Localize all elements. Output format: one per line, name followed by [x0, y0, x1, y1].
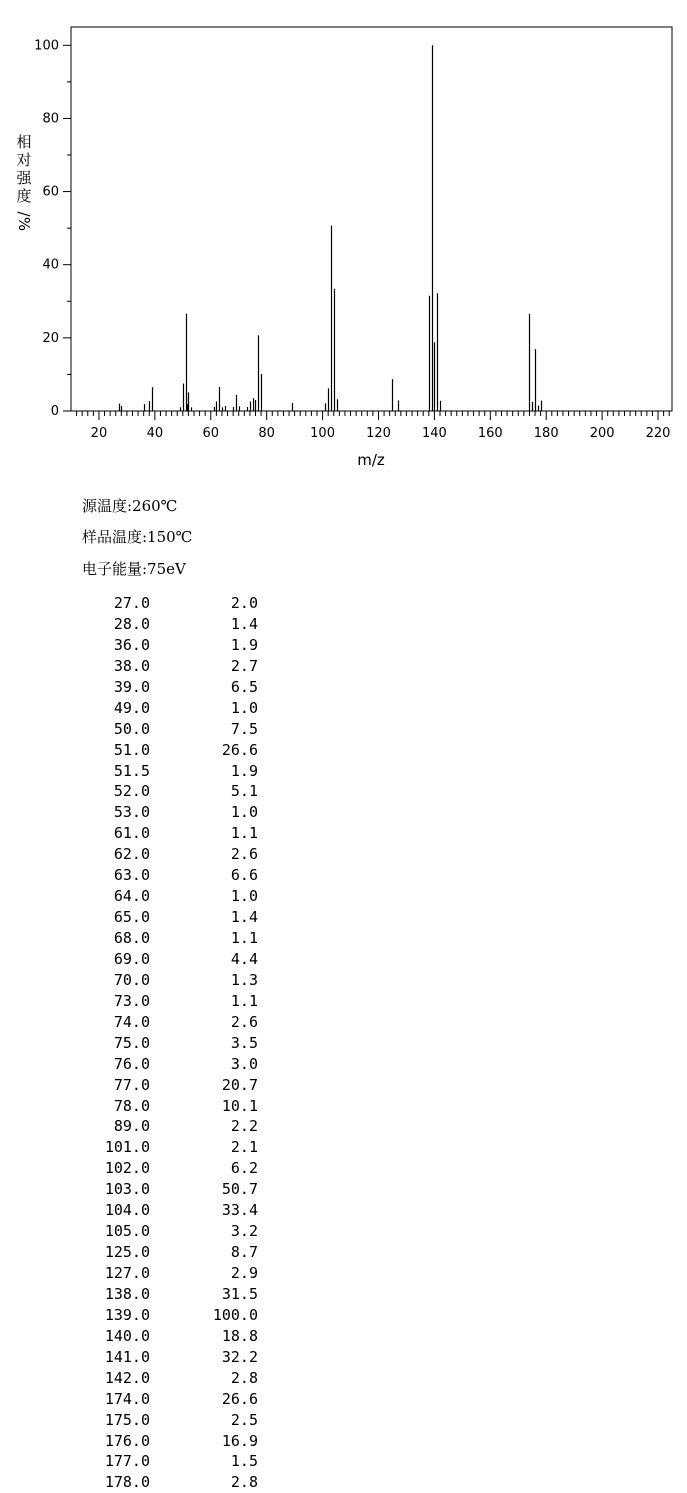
mz-value: 175.0	[104, 1410, 150, 1429]
abundance-value: 2.9	[230, 1264, 258, 1282]
mz-value: 102.0	[104, 1159, 150, 1178]
table-row	[88, 1389, 258, 1410]
abundance-value: 33.4	[221, 1201, 258, 1220]
abundance-value: 1.1	[230, 991, 258, 1010]
table-row	[88, 1054, 258, 1075]
table-row	[88, 1451, 258, 1472]
mz-value: 101.0	[104, 1138, 150, 1157]
table-row	[88, 949, 258, 970]
table-row	[88, 677, 258, 698]
x-axis-label: m/z	[357, 451, 385, 469]
abundance-value: 6.6	[230, 866, 258, 885]
mz-value: 138.0	[104, 1284, 150, 1303]
table-row	[88, 886, 258, 907]
y-label-char: %	[15, 216, 33, 232]
x-tick-label: 160	[477, 426, 503, 441]
table-row	[88, 823, 258, 844]
y-tick-label: 100	[34, 38, 59, 54]
mz-value: 139.0	[104, 1305, 150, 1324]
abundance-value: 6.5	[230, 677, 258, 696]
abundance-value: 18.8	[221, 1326, 258, 1345]
mz-value: 52.0	[113, 782, 150, 801]
table-row	[88, 865, 258, 886]
mz-value: 51.0	[113, 740, 150, 759]
table-row	[88, 1263, 258, 1284]
table-row	[88, 1326, 258, 1347]
table-row	[88, 1033, 258, 1054]
table-row	[88, 1472, 258, 1493]
abundance-value: 26.6	[221, 1389, 258, 1408]
table-row	[88, 740, 258, 761]
x-tick-label: 200	[589, 426, 615, 441]
x-tick-label: 80	[258, 426, 275, 441]
mz-value: 65.0	[113, 908, 150, 927]
mz-value: 63.0	[113, 866, 150, 885]
mz-value: 39.0	[113, 677, 150, 696]
abundance-value: 3.0	[230, 1054, 258, 1073]
mz-value: 75.0	[113, 1033, 150, 1052]
abundance-value: 2.8	[230, 1368, 258, 1387]
mz-value: 64.0	[113, 887, 150, 906]
mz-value: 70.0	[113, 970, 150, 989]
y-axis-ticks	[34, 38, 71, 419]
table-row	[88, 907, 258, 928]
abundance-value: 1.1	[230, 824, 258, 843]
table-row	[88, 1096, 258, 1117]
abundance-value: 100.0	[212, 1305, 258, 1324]
plot-frame	[71, 27, 672, 411]
table-row	[88, 991, 258, 1012]
abundance-value: 3.5	[230, 1033, 258, 1052]
mz-value: 125.0	[104, 1243, 150, 1262]
mz-value: 78.0	[113, 1096, 150, 1115]
y-label-char: 对	[16, 151, 32, 169]
abundance-value: 1.0	[230, 698, 258, 717]
x-tick-label: 140	[421, 426, 447, 441]
mz-value: 141.0	[104, 1347, 150, 1366]
x-tick-label: 120	[366, 426, 391, 441]
abundance-value: 1.1	[230, 929, 258, 947]
electron-energy: 电子能量:75eV	[82, 560, 186, 578]
x-tick-label: 100	[310, 426, 335, 441]
mz-value: 77.0	[113, 1075, 150, 1094]
abundance-value: 2.2	[230, 1117, 258, 1136]
abundance-value: 1.9	[230, 635, 258, 654]
table-row	[88, 614, 258, 635]
abundance-value: 50.7	[221, 1180, 258, 1199]
table-row	[88, 928, 258, 949]
y-label-char: /	[15, 211, 33, 217]
table-row	[88, 1179, 258, 1200]
table-row	[88, 656, 258, 677]
mz-value: 51.5	[113, 761, 150, 780]
table-row	[88, 1305, 258, 1326]
abundance-value: 2.8	[230, 1473, 258, 1492]
table-row	[88, 1158, 258, 1179]
table-row	[88, 1221, 258, 1242]
mz-value: 28.0	[113, 614, 150, 633]
table-row	[88, 844, 258, 865]
y-tick-label: 40	[42, 257, 59, 273]
mz-value: 69.0	[113, 949, 150, 968]
table-row	[88, 1116, 258, 1137]
abundance-value: 1.9	[230, 761, 258, 780]
x-tick-label: 220	[645, 426, 671, 441]
table-row	[88, 1012, 258, 1033]
sample-temperature: 样品温度:150℃	[82, 528, 193, 546]
table-row	[88, 761, 258, 782]
abundance-value: 7.5	[230, 719, 258, 738]
mz-value: 36.0	[113, 635, 150, 654]
abundance-value: 1.3	[230, 970, 258, 989]
y-label-char: 度	[16, 187, 32, 205]
mz-value: 178.0	[104, 1473, 150, 1492]
abundance-value: 2.0	[230, 594, 258, 612]
abundance-value: 2.5	[230, 1410, 258, 1429]
abundance-value: 20.7	[221, 1075, 258, 1094]
table-row	[88, 719, 258, 740]
mz-value: 73.0	[113, 991, 150, 1010]
y-tick-label: 20	[42, 330, 59, 346]
table-row	[88, 802, 258, 823]
table-row	[88, 698, 258, 719]
x-tick-label: 40	[146, 426, 164, 441]
y-tick-label: 60	[42, 184, 59, 200]
abundance-value: 31.5	[221, 1284, 258, 1303]
mass-spectrum-chart	[0, 0, 687, 480]
abundance-value: 1.4	[230, 908, 258, 927]
mz-value: 38.0	[113, 656, 150, 675]
table-row	[88, 1284, 258, 1305]
source-temperature: 源温度:260℃	[82, 497, 178, 515]
mz-value: 53.0	[113, 803, 150, 822]
peak-table	[88, 593, 258, 1493]
table-row	[88, 1431, 258, 1452]
abundance-value: 1.0	[230, 887, 258, 906]
x-minor-ticks	[77, 411, 670, 416]
mz-value: 27.0	[113, 594, 150, 612]
abundance-value: 5.1	[230, 782, 258, 801]
mz-value: 49.0	[113, 698, 150, 717]
mz-value: 62.0	[113, 845, 150, 864]
table-row	[88, 781, 258, 802]
mz-value: 68.0	[113, 929, 150, 947]
abundance-value: 26.6	[221, 740, 258, 759]
y-label-char: 相	[16, 133, 32, 151]
abundance-value: 10.1	[221, 1096, 258, 1115]
mz-value: 127.0	[104, 1264, 150, 1282]
mz-value: 74.0	[113, 1012, 150, 1031]
mz-value: 103.0	[104, 1180, 150, 1199]
table-row	[88, 1368, 258, 1389]
abundance-value: 3.2	[230, 1222, 258, 1241]
abundance-value: 1.0	[230, 803, 258, 822]
abundance-value: 8.7	[230, 1243, 258, 1262]
abundance-value: 1.5	[230, 1452, 258, 1471]
abundance-value: 2.6	[230, 845, 258, 864]
mz-value: 76.0	[113, 1054, 150, 1073]
table-row	[88, 1410, 258, 1431]
y-tick-label: 80	[42, 111, 59, 127]
abundance-value: 4.4	[230, 949, 258, 968]
y-label-char: 强	[16, 169, 32, 187]
mz-value: 50.0	[113, 719, 150, 738]
mz-value: 177.0	[104, 1452, 150, 1471]
abundance-value: 2.7	[230, 656, 258, 675]
abundance-value: 16.9	[221, 1431, 258, 1450]
x-tick-label: 20	[90, 426, 108, 441]
table-row	[88, 1075, 258, 1096]
y-tick-label: 0	[50, 404, 59, 419]
mz-value: 174.0	[104, 1389, 150, 1408]
x-tick-label: 180	[533, 426, 559, 441]
table-row	[88, 970, 258, 991]
table-row	[88, 635, 258, 656]
x-tick-label: 60	[202, 426, 220, 441]
mz-value: 176.0	[104, 1431, 150, 1450]
abundance-value: 2.1	[230, 1138, 258, 1157]
abundance-value: 1.4	[230, 614, 258, 633]
abundance-value: 32.2	[221, 1347, 258, 1366]
mz-value: 89.0	[113, 1117, 150, 1136]
mz-value: 105.0	[104, 1222, 150, 1241]
mz-value: 142.0	[104, 1368, 150, 1387]
mz-value: 140.0	[104, 1326, 150, 1345]
mz-value: 104.0	[104, 1201, 150, 1220]
abundance-value: 6.2	[230, 1159, 258, 1178]
table-row	[88, 1347, 258, 1368]
table-row	[88, 593, 258, 614]
table-row	[88, 1242, 258, 1263]
abundance-value: 2.6	[230, 1012, 258, 1031]
table-row	[88, 1200, 258, 1221]
spectrum-bars	[120, 45, 542, 411]
mz-value: 61.0	[113, 824, 150, 843]
table-row	[88, 1137, 258, 1158]
